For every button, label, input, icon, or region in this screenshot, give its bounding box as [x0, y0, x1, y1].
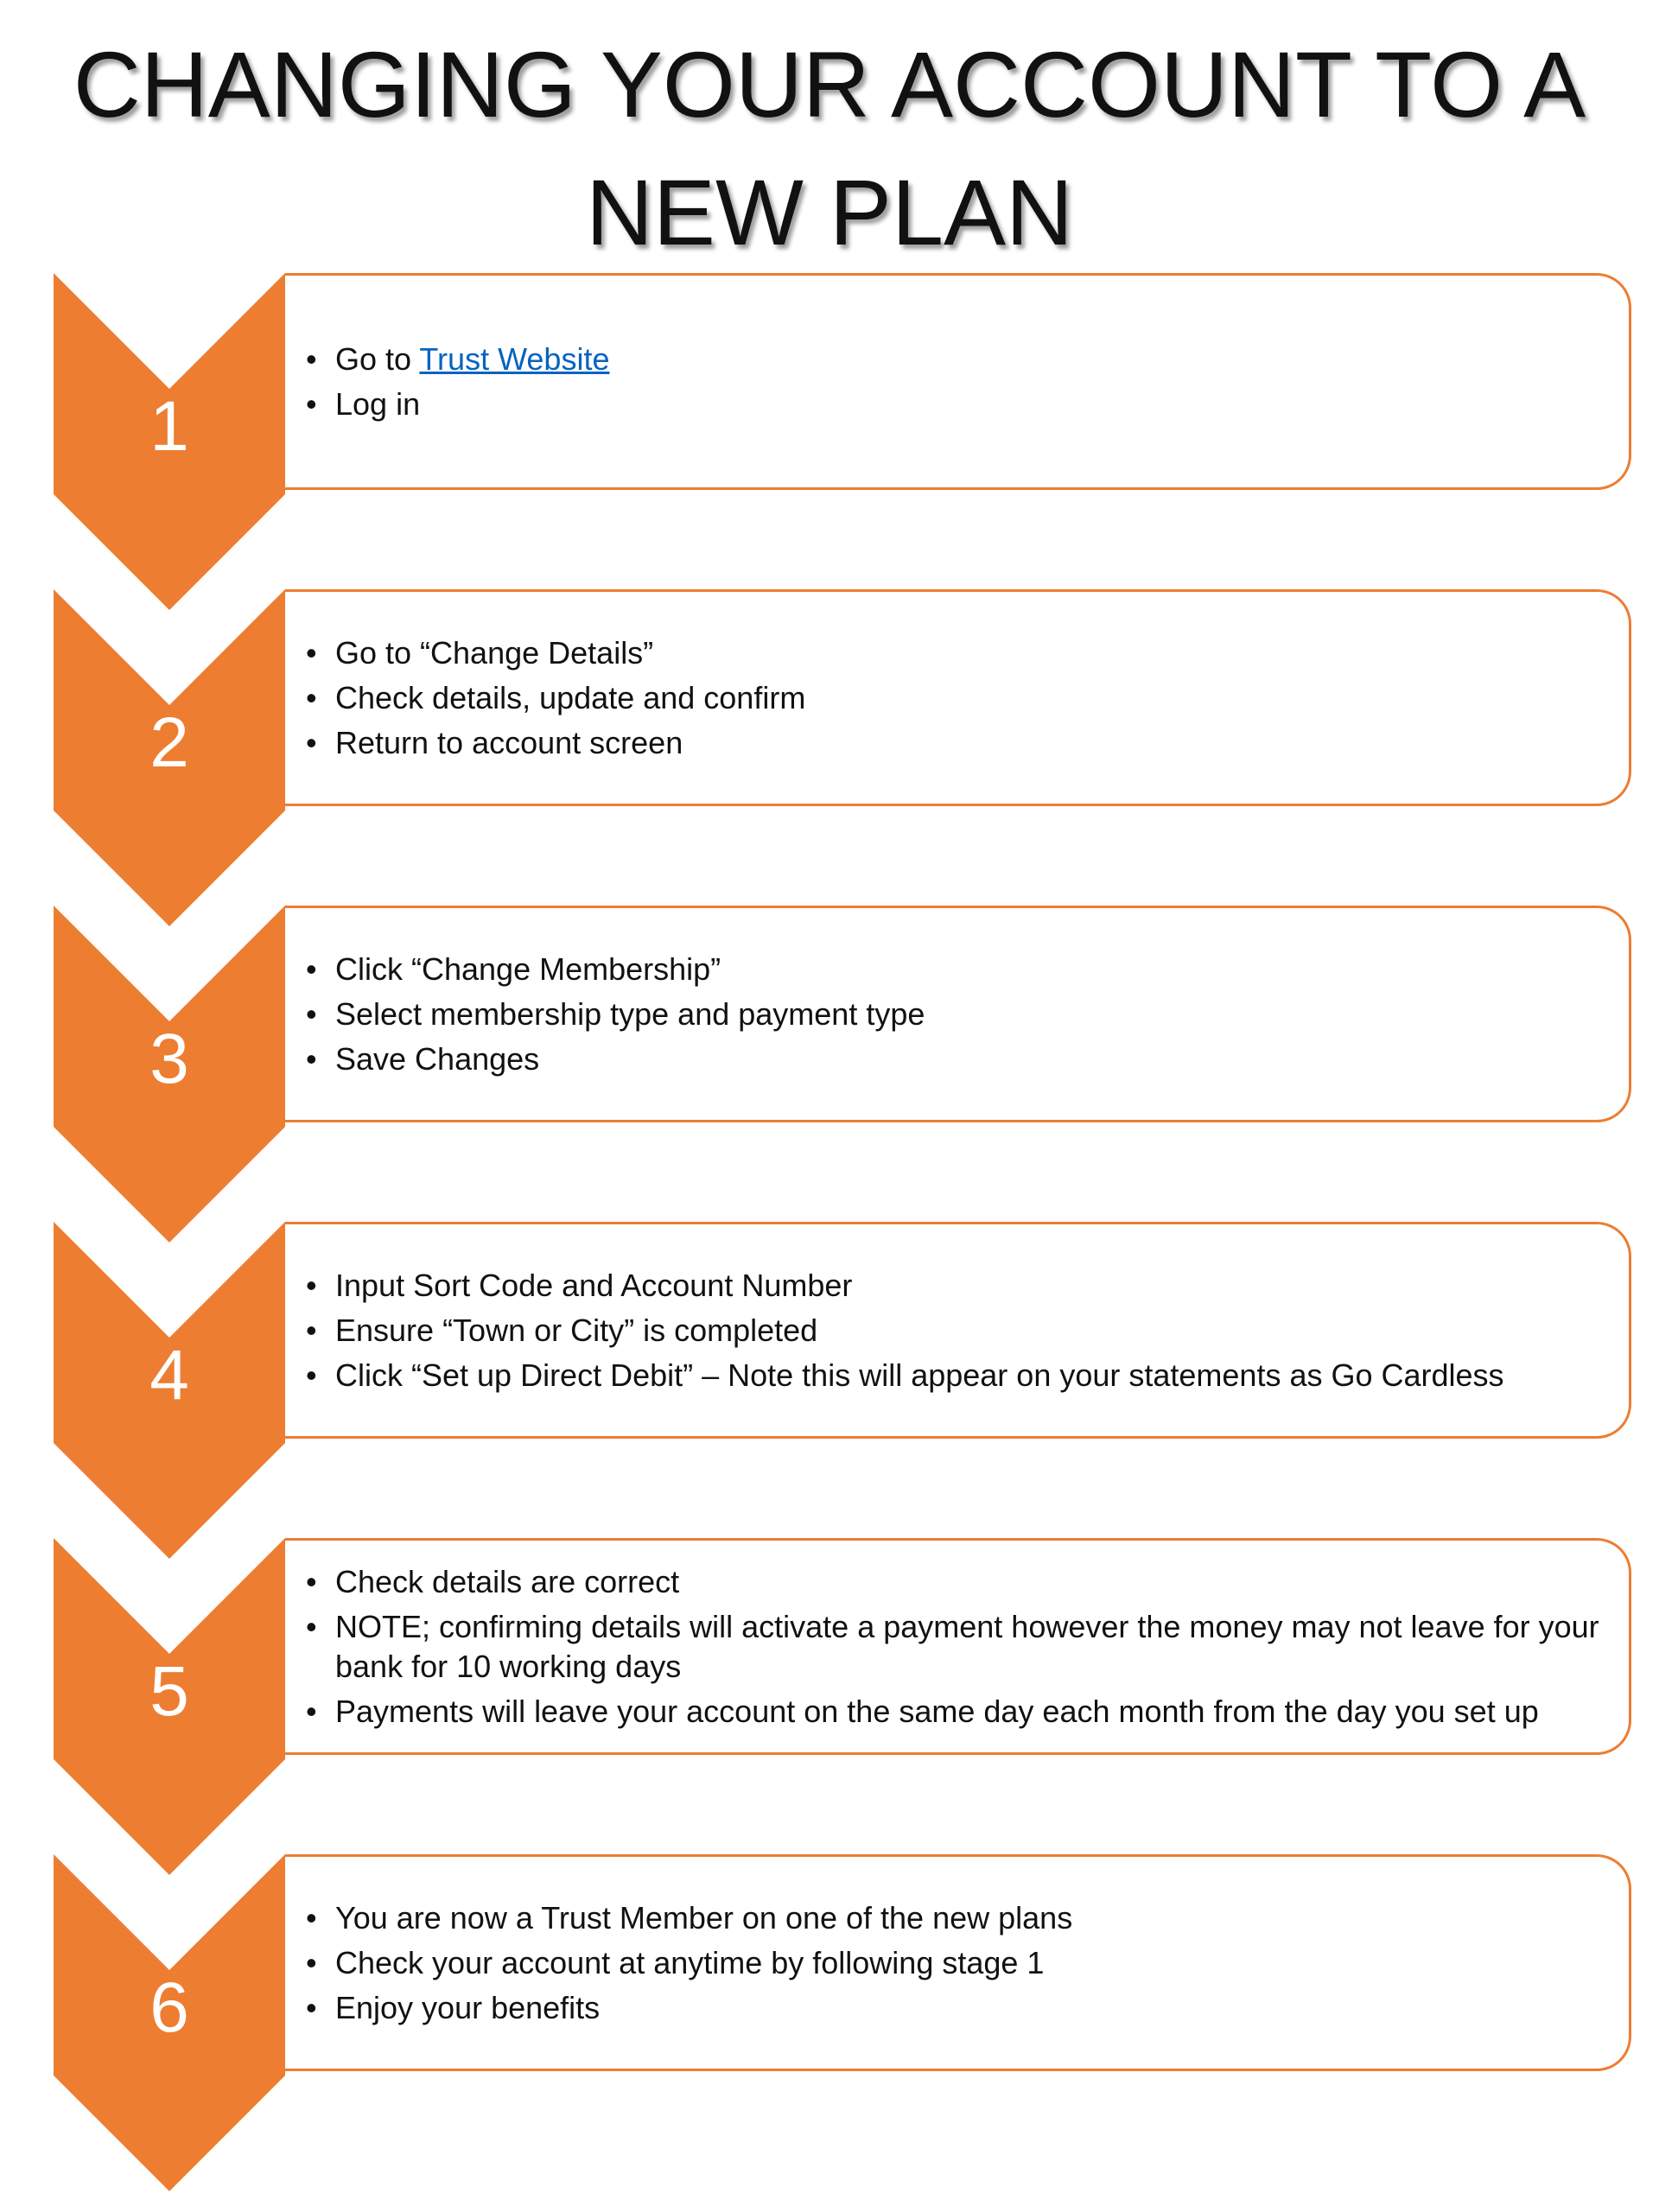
bullet-item: • Click “Change Membership”: [306, 950, 1602, 989]
bullet-item: • Check details are correct: [306, 1562, 1602, 1602]
step-box: [285, 589, 1631, 806]
bullet-item: • Log in: [306, 385, 1602, 424]
bullet-item: • Enjoy your benefits: [306, 1988, 1602, 2028]
page-title: CHANGING YOUR ACCOUNT TO A NEW PLAN: [73, 32, 1586, 264]
step-number: 1: [149, 387, 189, 466]
step-box: [285, 273, 1631, 490]
step-bullet-list: [306, 340, 1602, 424]
step-bullet-list: [306, 1898, 1602, 2028]
step-number: 4: [149, 1336, 189, 1414]
step-bullet-list: [306, 950, 1602, 1079]
step-3: [0, 906, 1659, 1243]
step-bullet-list: [306, 1266, 1602, 1395]
bullet-item: • Check your account at anytime by following stage 1: [306, 1943, 1602, 1983]
step-2: [0, 589, 1659, 926]
bullet-prefix: Go to: [335, 340, 420, 377]
step-box: [285, 906, 1631, 1122]
step-bullet-list: [306, 633, 1602, 763]
step-bullet-list: [306, 1562, 1602, 1732]
step-box: [285, 1854, 1631, 2071]
step-box: [285, 1538, 1631, 1755]
step-6: [0, 1854, 1659, 2191]
step-box: [285, 1222, 1631, 1439]
step-number: 2: [149, 703, 189, 782]
bullet-item: • NOTE; confirming details will activate a payment however the money may not leave for your bank for 10 working days: [306, 1607, 1602, 1687]
bullet-item: • Input Sort Code and Account Number: [306, 1266, 1602, 1306]
bullet-item: • You are now a Trust Member on one of the new plans: [306, 1898, 1602, 1938]
bullet-item: • Payments will leave your account on the same day each month from the day you set up: [306, 1692, 1602, 1732]
bullet-item: • Click “Set up Direct Debit” – Note this will appear on your statements as Go Cardless: [306, 1356, 1602, 1395]
bullet-item: • Return to account screen: [306, 723, 1602, 763]
bullet-item: • Ensure “Town or City” is completed: [306, 1311, 1602, 1351]
bullet-item: • Go to “Change Details”: [306, 633, 1602, 673]
bullet-item: [306, 340, 1602, 379]
bullet-item: • Select membership type and payment type: [306, 995, 1602, 1034]
step-5: [0, 1538, 1659, 1875]
step-number: 6: [149, 1968, 189, 2047]
step-number: 3: [149, 1020, 189, 1098]
step-1: [0, 273, 1659, 610]
bullet-item: • Save Changes: [306, 1039, 1602, 1079]
bullet-item: • Check details, update and confirm: [306, 678, 1602, 718]
step-number: 5: [149, 1652, 189, 1731]
step-4: [0, 1222, 1659, 1559]
trust-website-link[interactable]: Trust Website: [419, 340, 610, 377]
